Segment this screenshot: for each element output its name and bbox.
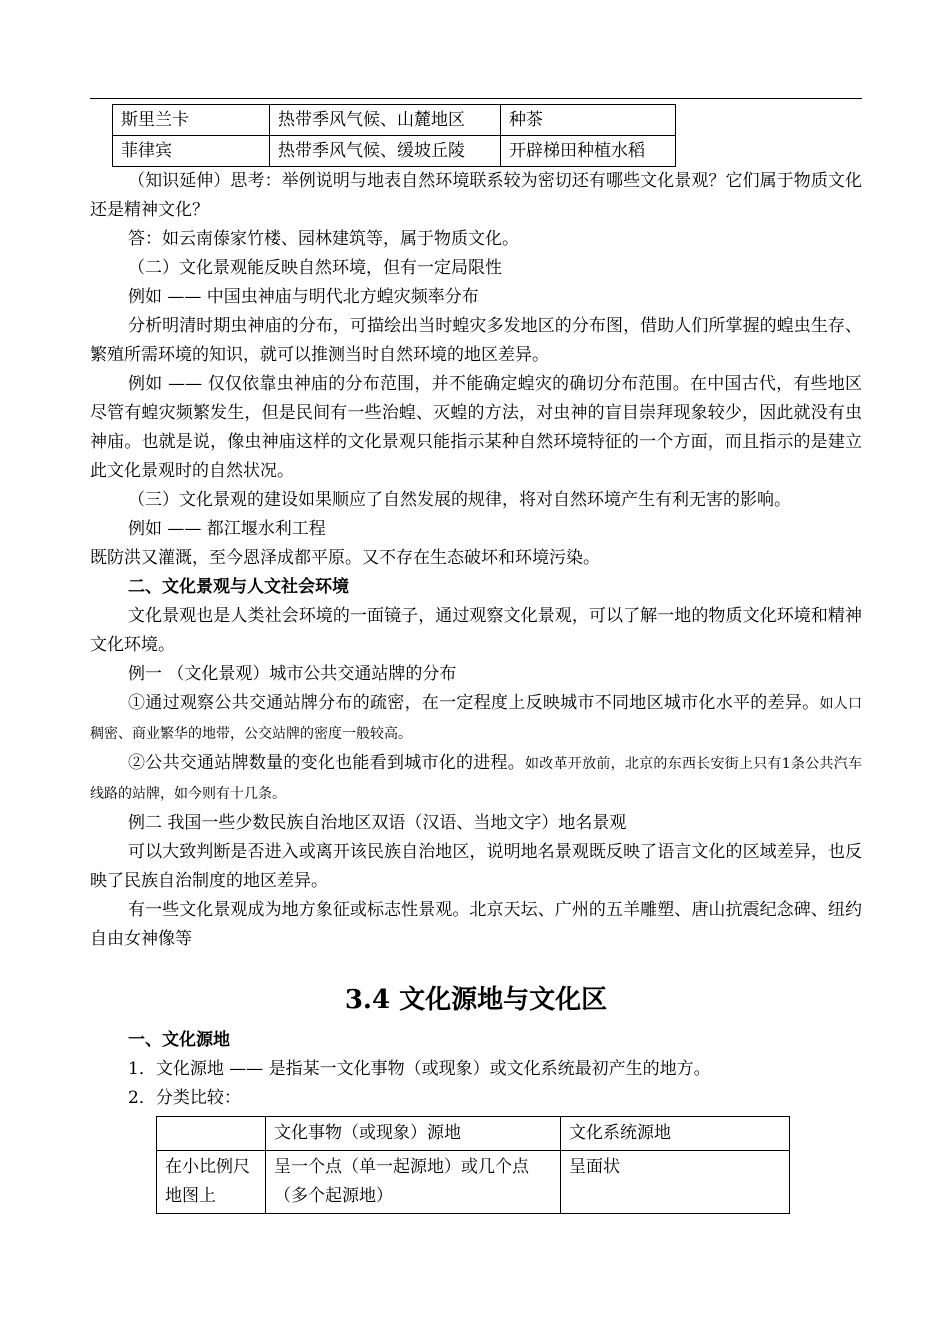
- paragraph: 答：如云南傣家竹楼、园林建筑等，属于物质文化。: [128, 229, 519, 249]
- paragraph-text: ②公共交通站牌数量的变化也能看到城市化的进程。: [128, 753, 526, 773]
- table-cell: 热带季风气候、山麓地区: [270, 105, 501, 136]
- paragraph-note: 如人口稠密、商业繁华的地带，公交站牌的密度一般较高。: [90, 696, 863, 742]
- table-header-cell: 文化系统源地: [561, 1117, 790, 1151]
- comparison-table: [156, 1116, 790, 1214]
- paragraph: 例如 —— 仅仅依靠虫神庙的分布范围，并不能确定蝗灾的确切分布范围。在中国古代，有些地区尽管有蝗灾频繁发生，但是民间有一些治蝗、灭蝗的方法，对虫神的盲目崇拜现象较少，因此就没有虫神庙。也就是说，像虫神庙这样的文化景观只能指示某种自然环境特征的一个方面，而且指示的是建立此文化景观时的自然状况。: [90, 374, 862, 481]
- table-cell: 呈一个点（单一起源地）或几个点（多个起源地）: [266, 1151, 561, 1214]
- paragraph: 例一 （文化景观）城市公共交通站牌的分布: [128, 664, 457, 684]
- table-row: [113, 136, 676, 167]
- table-header-cell: 文化事物（或现象）源地: [266, 1117, 561, 1151]
- list-item: 2．分类比较：: [128, 1088, 241, 1108]
- paragraph: 分析明清时期虫神庙的分布，可描绘出当时蝗灾多发地区的分布图，借助人们所掌握的蝗虫生存、繁殖所需环境的知识，就可以推测当时自然环境的地区差异。: [90, 316, 862, 365]
- paragraph: （知识延伸）思考：举例说明与地表自然环境联系较为密切还有哪些文化景观？它们属于物质文化还是精神文化？: [90, 171, 862, 220]
- document-page: [90, 104, 862, 1214]
- table-cell: 呈面状: [561, 1151, 790, 1214]
- paragraph: 既防洪又灌溉，至今恩泽成都平原。又不存在生态破坏和环境污染。: [90, 548, 600, 568]
- table-row: [157, 1151, 790, 1214]
- table-cell: 开辟梯田种植水稻: [501, 136, 676, 167]
- table-cell: 菲律宾: [113, 136, 270, 167]
- header-rule: [90, 98, 862, 99]
- paragraph: 有一些文化景观成为地方象征或标志性景观。北京天坛、广州的五羊雕塑、唐山抗震纪念碑、纽约自由女神像等: [90, 900, 862, 949]
- chapter-title: 3.4 文化源地与文化区: [344, 985, 608, 1015]
- paragraph: [90, 749, 862, 809]
- table-cell: 斯里兰卡: [113, 105, 270, 136]
- paragraph: （二）文化景观能反映自然环境，但有一定局限性: [128, 258, 502, 278]
- paragraph: 可以大致判断是否进入或离开该民族自治地区，说明地名景观既反映了语言文化的区域差异，也反映了民族自治制度的地区差异。: [90, 842, 862, 891]
- section-heading: 二、文化景观与人文社会环境: [128, 577, 349, 597]
- region-table: [112, 104, 676, 167]
- paragraph: [90, 689, 862, 749]
- paragraph: 例二 我国一些少数民族自治地区双语（汉语、当地文字）地名景观: [128, 813, 627, 833]
- paragraph: 例如 —— 中国虫神庙与明代北方蝗灾频率分布: [128, 287, 479, 307]
- list-item: 1．文化源地 —— 是指某一文化事物（或现象）或文化系统最初产生的地方。: [128, 1059, 711, 1079]
- table-header-cell: [157, 1117, 266, 1151]
- paragraph: 文化景观也是人类社会环境的一面镜子，通过观察文化景观，可以了解一地的物质文化环境和精神文化环境。: [90, 606, 862, 655]
- table-cell: 热带季风气候、缓坡丘陵: [270, 136, 501, 167]
- section-heading: 一、文化源地: [128, 1030, 230, 1050]
- table-cell: 在小比例尺地图上: [157, 1151, 266, 1214]
- paragraph: 例如 —— 都江堰水利工程: [128, 519, 326, 539]
- table-cell: 种茶: [501, 105, 676, 136]
- paragraph-note: 如改革开放前，北京的东西长安街上只有1条公共汽车线路的站牌，如今则有十几条。: [90, 756, 862, 802]
- table-header-row: [157, 1117, 790, 1151]
- paragraph-text: ①通过观察公共交通站牌分布的疏密，在一定程度上反映城市不同地区城市化水平的差异。: [128, 693, 820, 713]
- table-row: [113, 105, 676, 136]
- paragraph: （三）文化景观的建设如果顺应了自然发展的规律，将对自然环境产生有利无害的影响。: [128, 490, 791, 510]
